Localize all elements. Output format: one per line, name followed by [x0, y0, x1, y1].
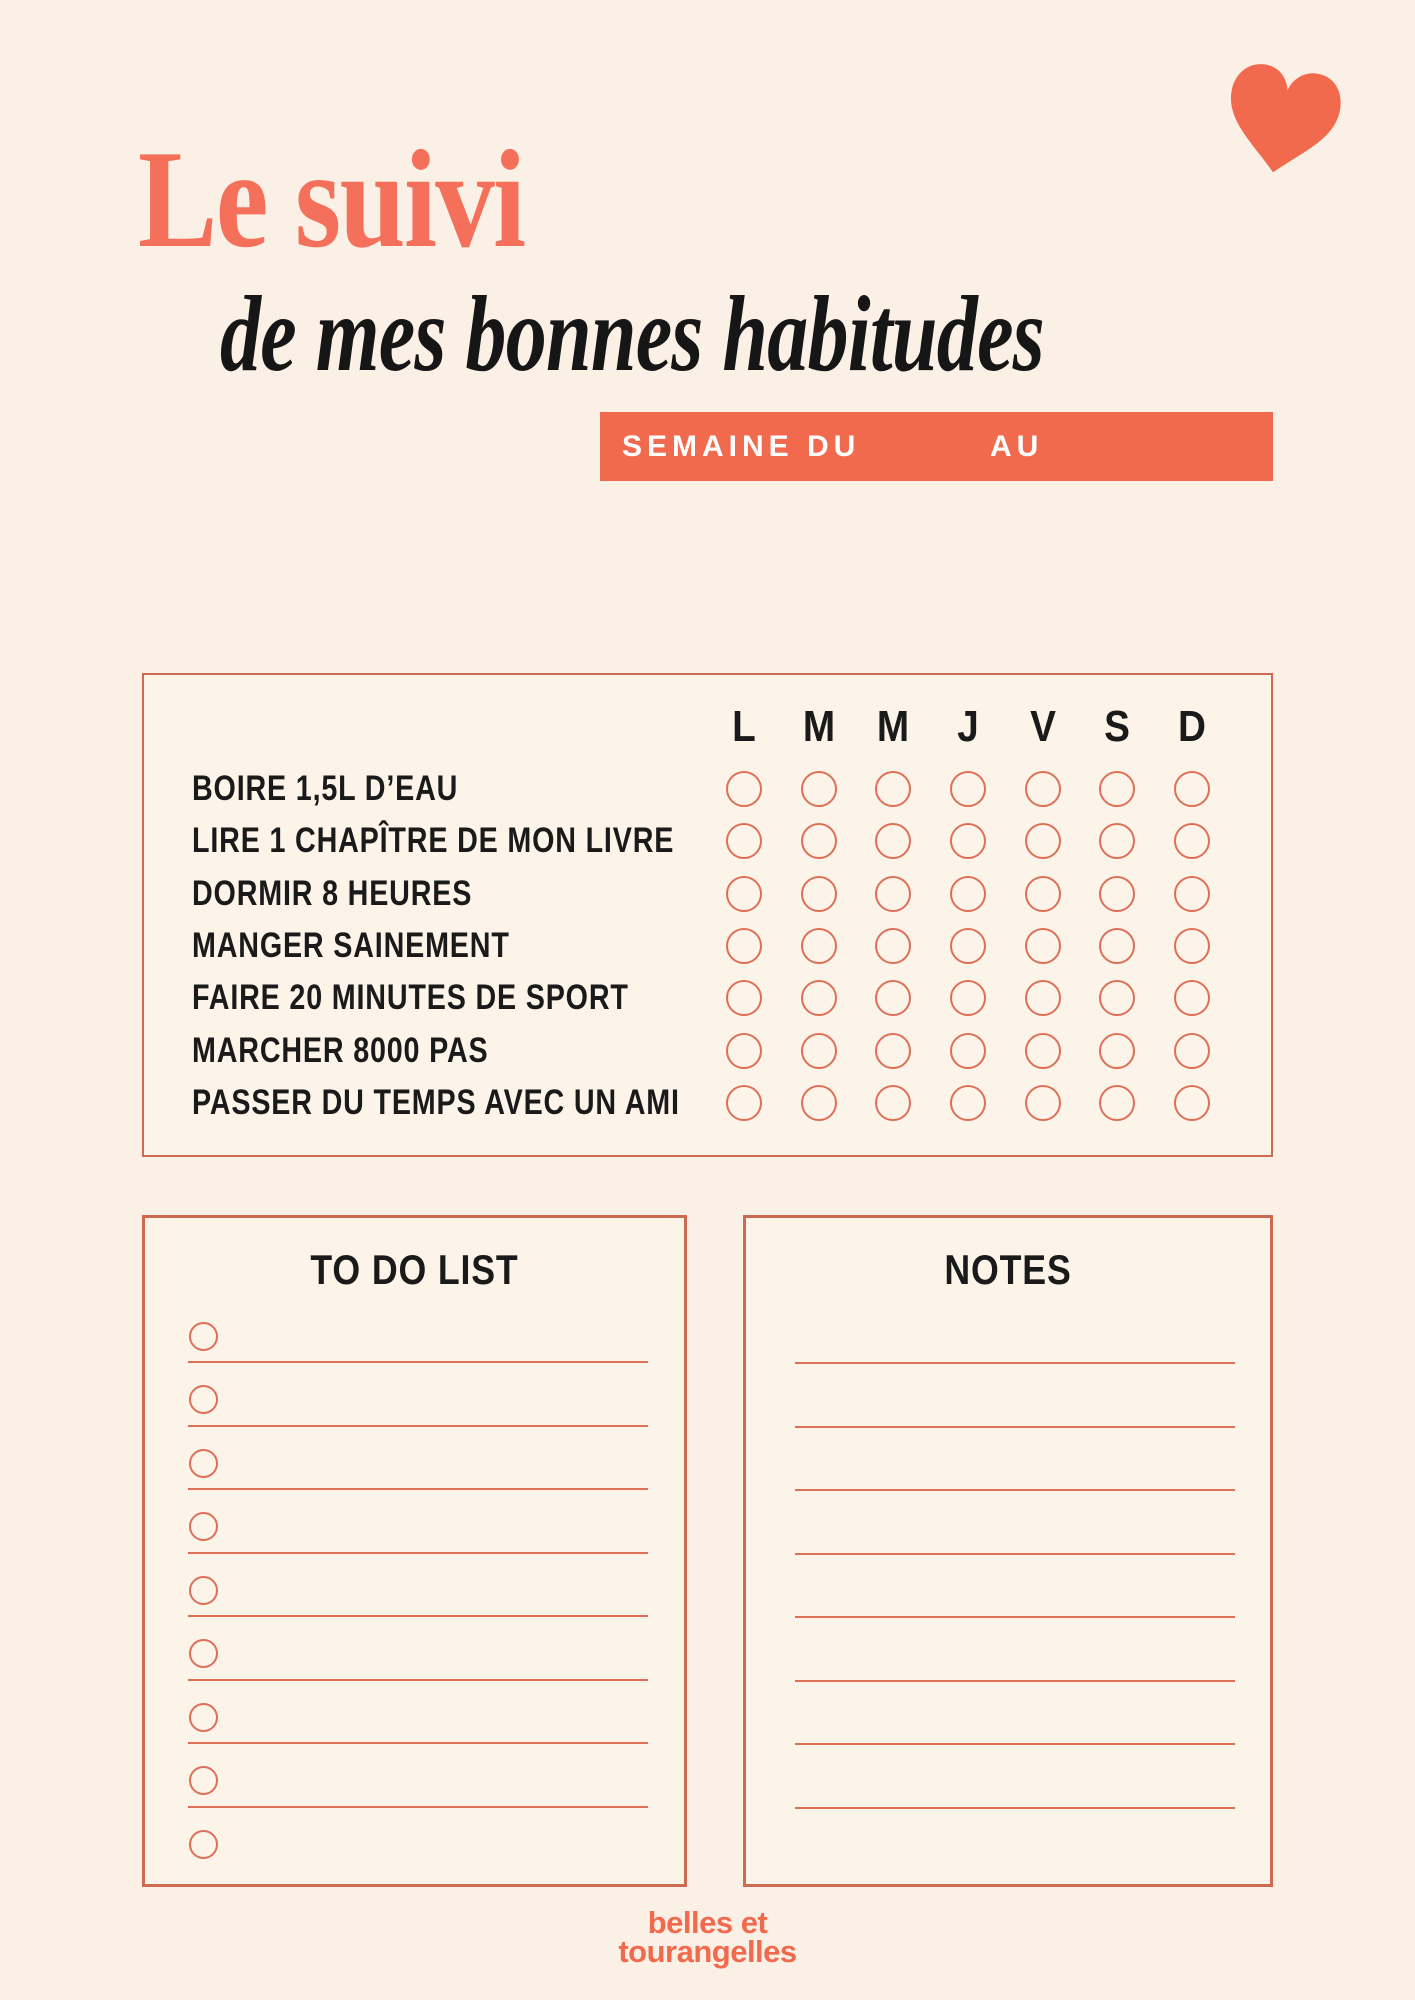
day-header-2: M	[802, 702, 835, 751]
habit-checkbox[interactable]	[726, 928, 762, 964]
day-header-4: J	[957, 702, 979, 751]
habit-checkbox[interactable]	[1025, 928, 1061, 964]
day-header-3: M	[877, 702, 910, 751]
heart-icon	[1208, 48, 1356, 196]
habit-checkbox[interactable]	[801, 1033, 837, 1069]
habit-checkbox[interactable]	[726, 1085, 762, 1121]
todo-write-line[interactable]	[188, 1425, 648, 1427]
notes-write-line[interactable]	[795, 1680, 1235, 1682]
habit-checkbox[interactable]	[726, 876, 762, 912]
todo-checkbox[interactable]	[189, 1322, 218, 1351]
notes-write-line[interactable]	[795, 1743, 1235, 1745]
todo-write-line[interactable]	[188, 1488, 648, 1490]
day-header-1: L	[732, 702, 756, 751]
habit-checkbox[interactable]	[1025, 823, 1061, 859]
habit-checkbox[interactable]	[1099, 980, 1135, 1016]
habit-checkbox[interactable]	[1174, 771, 1210, 807]
todo-checkbox[interactable]	[189, 1576, 218, 1605]
todo-write-line[interactable]	[188, 1552, 648, 1554]
habit-label: BOIRE 1,5L D’EAU	[192, 769, 459, 808]
habit-checkbox[interactable]	[1099, 823, 1135, 859]
day-header-7: D	[1178, 702, 1206, 751]
habit-checkbox[interactable]	[1174, 876, 1210, 912]
habit-checkbox[interactable]	[875, 928, 911, 964]
habit-label: DORMIR 8 HEURES	[192, 873, 473, 913]
page-title-accent: Le suivi	[138, 122, 525, 277]
habit-checkbox[interactable]	[1099, 1033, 1135, 1069]
todo-checkbox[interactable]	[189, 1512, 218, 1541]
habit-checkbox[interactable]	[726, 823, 762, 859]
brand-line1: belles et	[647, 1905, 768, 1940]
habit-checkbox[interactable]	[875, 1033, 911, 1069]
habit-checkbox[interactable]	[1099, 876, 1135, 912]
todo-checkbox[interactable]	[189, 1703, 218, 1732]
habit-checkbox[interactable]	[1025, 876, 1061, 912]
habit-checkbox[interactable]	[801, 823, 837, 859]
habit-checkbox[interactable]	[950, 771, 986, 807]
habit-checkbox[interactable]	[875, 771, 911, 807]
todo-write-line[interactable]	[188, 1615, 648, 1617]
habit-checkbox[interactable]	[1174, 928, 1210, 964]
week-to-label: AU	[990, 430, 1044, 463]
notes-box	[743, 1215, 1273, 1887]
day-header-6: S	[1104, 702, 1131, 751]
habit-checkbox[interactable]	[950, 1085, 986, 1121]
habit-checkbox[interactable]	[1174, 1033, 1210, 1069]
todo-checkbox[interactable]	[189, 1639, 218, 1668]
habit-checkbox[interactable]	[950, 823, 986, 859]
habit-checkbox[interactable]	[875, 1085, 911, 1121]
habit-checkbox[interactable]	[875, 876, 911, 912]
todo-write-line[interactable]	[188, 1361, 648, 1363]
habit-checkbox[interactable]	[1174, 823, 1210, 859]
notes-write-line[interactable]	[795, 1616, 1235, 1618]
todo-title: TO DO LIST	[310, 1246, 519, 1293]
notes-write-line[interactable]	[795, 1489, 1235, 1491]
todo-write-line[interactable]	[188, 1742, 648, 1744]
habit-checkbox[interactable]	[1099, 771, 1135, 807]
habit-checkbox[interactable]	[801, 980, 837, 1016]
notes-write-line[interactable]	[795, 1426, 1235, 1428]
habit-checkbox[interactable]	[801, 771, 837, 807]
week-from-label: SEMAINE DU	[622, 430, 861, 463]
habit-label: PASSER DU TEMPS AVEC UN AMI	[192, 1082, 680, 1122]
habit-checkbox[interactable]	[726, 771, 762, 807]
todo-write-line[interactable]	[188, 1679, 648, 1681]
notes-title: NOTES	[944, 1246, 1072, 1293]
week-to-blank-field[interactable]	[1060, 420, 1260, 473]
todo-write-line[interactable]	[188, 1806, 648, 1808]
habit-checkbox[interactable]	[875, 980, 911, 1016]
habit-checkbox[interactable]	[726, 980, 762, 1016]
habit-checkbox[interactable]	[801, 928, 837, 964]
notes-write-line[interactable]	[795, 1553, 1235, 1555]
habit-label: MARCHER 8000 PAS	[192, 1030, 489, 1070]
day-header-5: V	[1029, 702, 1056, 751]
habit-checkbox[interactable]	[801, 1085, 837, 1121]
habit-checkbox[interactable]	[950, 1033, 986, 1069]
brand-line2: tourangelles	[618, 1934, 797, 1969]
notes-write-line[interactable]	[795, 1807, 1235, 1809]
todo-list-box	[142, 1215, 687, 1887]
todo-checkbox[interactable]	[189, 1385, 218, 1414]
habit-checkbox[interactable]	[1099, 1085, 1135, 1121]
habit-checkbox[interactable]	[1174, 980, 1210, 1016]
week-from-blank-field[interactable]	[870, 420, 980, 473]
todo-checkbox[interactable]	[189, 1830, 218, 1859]
habit-label: LIRE 1 CHAPÎTRE DE MON LIVRE	[192, 821, 675, 861]
todo-checkbox[interactable]	[189, 1449, 218, 1478]
habit-checkbox[interactable]	[950, 876, 986, 912]
page-title-rest: de mes bonnes habitudes	[220, 275, 1044, 394]
habit-checkbox[interactable]	[1099, 928, 1135, 964]
habit-checkbox[interactable]	[875, 823, 911, 859]
habit-label: MANGER SAINEMENT	[192, 925, 510, 965]
week-banner	[600, 412, 1273, 481]
todo-checkbox[interactable]	[189, 1766, 218, 1795]
habit-checkbox[interactable]	[801, 876, 837, 912]
habit-checkbox[interactable]	[726, 1033, 762, 1069]
habit-tracker-table	[142, 673, 1273, 1157]
notes-write-line[interactable]	[795, 1362, 1235, 1364]
habit-label: FAIRE 20 MINUTES DE SPORT	[192, 978, 629, 1018]
habit-checkbox[interactable]	[1174, 1085, 1210, 1121]
brand-logo	[0, 1905, 1415, 1969]
habit-checkbox[interactable]	[950, 928, 986, 964]
habit-checkbox[interactable]	[1025, 771, 1061, 807]
habit-checkbox[interactable]	[950, 980, 986, 1016]
habit-checkbox[interactable]	[1025, 1085, 1061, 1121]
habit-checkbox[interactable]	[1025, 980, 1061, 1016]
habit-checkbox[interactable]	[1025, 1033, 1061, 1069]
